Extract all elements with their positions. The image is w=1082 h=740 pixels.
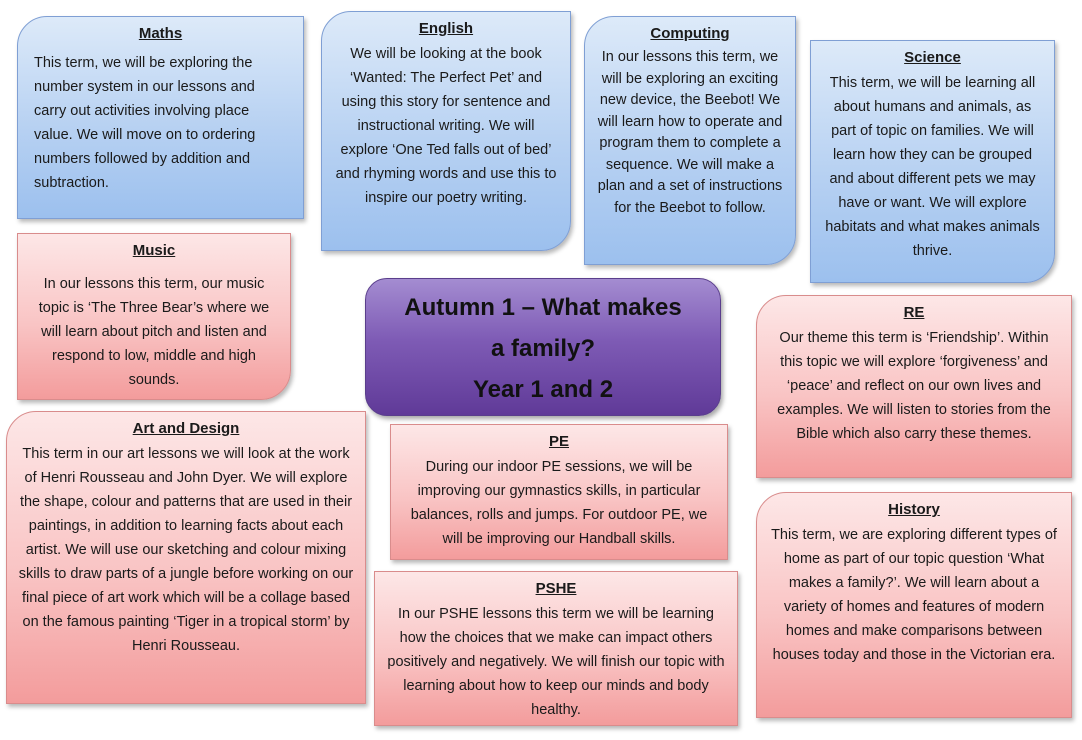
music-panel — [17, 233, 291, 400]
music-title: Music — [132, 242, 176, 259]
music-text: In our lessons this term, our music topic is ‘The Three Bear’s where we will learn about pitch and listen and respond to low, middle and high sounds. — [38, 276, 270, 388]
art-and-design-title: Art and Design — [132, 420, 240, 437]
pe-text: During our indoor PE sessions, we will be improving our gymnastics skills, in particular balances, rolls and jumps. For outdoor PE, we will be improving our Handball skills. — [410, 459, 708, 547]
english-title: English — [418, 20, 474, 37]
computing-text: In our lessons this term, we will be exploring an exciting new device, the Beebot! We will learn how to operate and program them to complete a sequence. We will make a plan and a set of instructions for the Beebot to follow. — [597, 49, 783, 216]
history-text: This term, we are exploring different types of home as part of our topic question ‘What makes a family?’. We will learn about a variety of homes and features of modern homes and make comparisons between houses today and those in the Victorian era. — [771, 527, 1057, 663]
english-text: We will be looking at the book ‘Wanted: The Perfect Pet’ and using this story for sentence and instructional writing. We will explore ‘One Ted falls out of bed’ and rhyming words and use this to inspire our poetry writing. — [335, 46, 557, 206]
science-title: Science — [904, 49, 961, 66]
pshe-panel — [374, 571, 738, 726]
science-panel — [810, 40, 1055, 283]
re-panel — [756, 295, 1072, 478]
history-panel — [756, 492, 1072, 718]
art-and-design-panel — [6, 411, 366, 704]
science-text: This term, we will be learning all about humans and animals, as part of topic on families. We will learn how they can be grouped and about different pets we may have or want. We will explore habitats and what makes animals thrive. — [825, 75, 1040, 259]
maths-text: This term, we will be exploring the number system in our lessons and carry out activities involving place value. We will move on to ordering numbers followed by addition and subtraction. — [34, 55, 256, 191]
maths-title: Maths — [138, 25, 183, 42]
pshe-title: PSHE — [535, 580, 577, 597]
pe-panel — [390, 424, 728, 560]
maths-panel — [17, 16, 304, 219]
computing-panel — [584, 16, 796, 265]
art-and-design-text: This term in our art lessons we will look at the work of Henri Rousseau and John Dyer. We will explore the shape, colour and patterns that are used in their paintings, in addition to learning facts about each artist. We will use our sketching and colour mixing skills to draw parts of a jungle before working on our final piece of art work which will be a collage based on the famous painting ‘Tiger in a tropical storm’ by Henri Rousseau. — [18, 446, 354, 654]
topic-year-group: Year 1 and 2 — [472, 376, 614, 403]
english-panel — [321, 11, 571, 251]
pe-title: PE — [548, 433, 569, 450]
topic-title-line2: a family? — [490, 335, 596, 362]
computing-title: Computing — [650, 25, 730, 42]
topic-title-banner — [365, 278, 721, 416]
pshe-text: In our PSHE lessons this term we will be learning how the choices that we make can impact others positively and negatively. We will finish our topic with learning about how to keep our minds and body healthy. — [387, 606, 725, 718]
re-text: Our theme this term is ‘Friendship’. Within this topic we will explore ‘forgiveness’ and ‘peace’ and reflect on our own lives and examples. We will listen to stories from the Bible which also carry these themes. — [777, 330, 1051, 442]
history-title: History — [888, 501, 940, 518]
topic-title-line1: Autumn 1 – What makes — [404, 294, 682, 321]
re-title: RE — [903, 304, 925, 321]
